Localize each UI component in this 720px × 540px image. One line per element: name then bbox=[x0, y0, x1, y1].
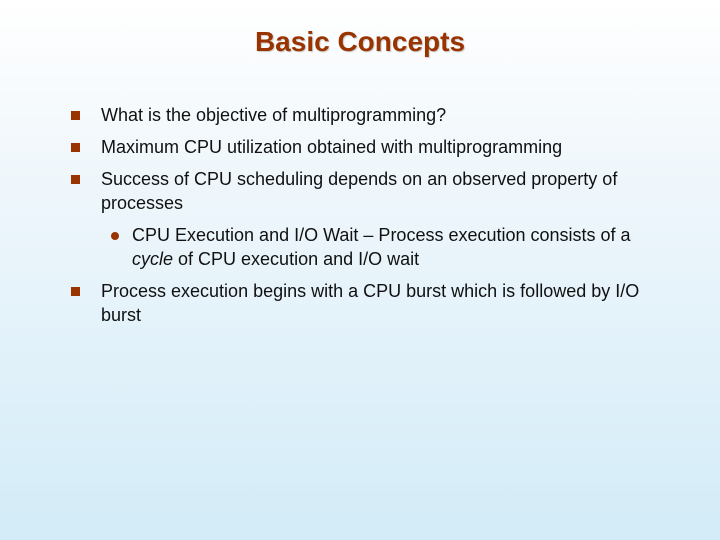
square-bullet-icon bbox=[71, 143, 80, 152]
bullet-text: What is the objective of multiprogramming? bbox=[101, 105, 447, 125]
emphasis-text: cycle bbox=[132, 249, 174, 269]
bullet-text: Maximum CPU utilization obtained with multiprogramming bbox=[101, 137, 563, 157]
slide-title: Basic Concepts bbox=[254, 26, 466, 57]
bullet-list bbox=[70, 103, 670, 335]
square-bullet-icon bbox=[71, 287, 80, 296]
bullet-item bbox=[70, 167, 670, 215]
bullet-item bbox=[70, 135, 670, 159]
bullet-text: Process execution begins with a CPU burst which is followed by I/O burst bbox=[101, 281, 640, 325]
sub-bullet-text bbox=[132, 225, 631, 269]
sub-bullet-text-part: of CPU execution and I/O wait bbox=[173, 249, 420, 269]
sub-bullet-text-part: CPU Execution and I/O Wait – Process execution consists of a bbox=[132, 225, 631, 245]
square-bullet-icon bbox=[71, 175, 80, 184]
round-bullet-icon bbox=[111, 232, 119, 240]
sub-bullet-item bbox=[70, 223, 670, 271]
bullet-item bbox=[70, 279, 670, 327]
bullet-text: Success of CPU scheduling depends on an observed property of processes bbox=[101, 169, 618, 213]
square-bullet-icon bbox=[71, 111, 80, 120]
bullet-item bbox=[70, 103, 670, 127]
